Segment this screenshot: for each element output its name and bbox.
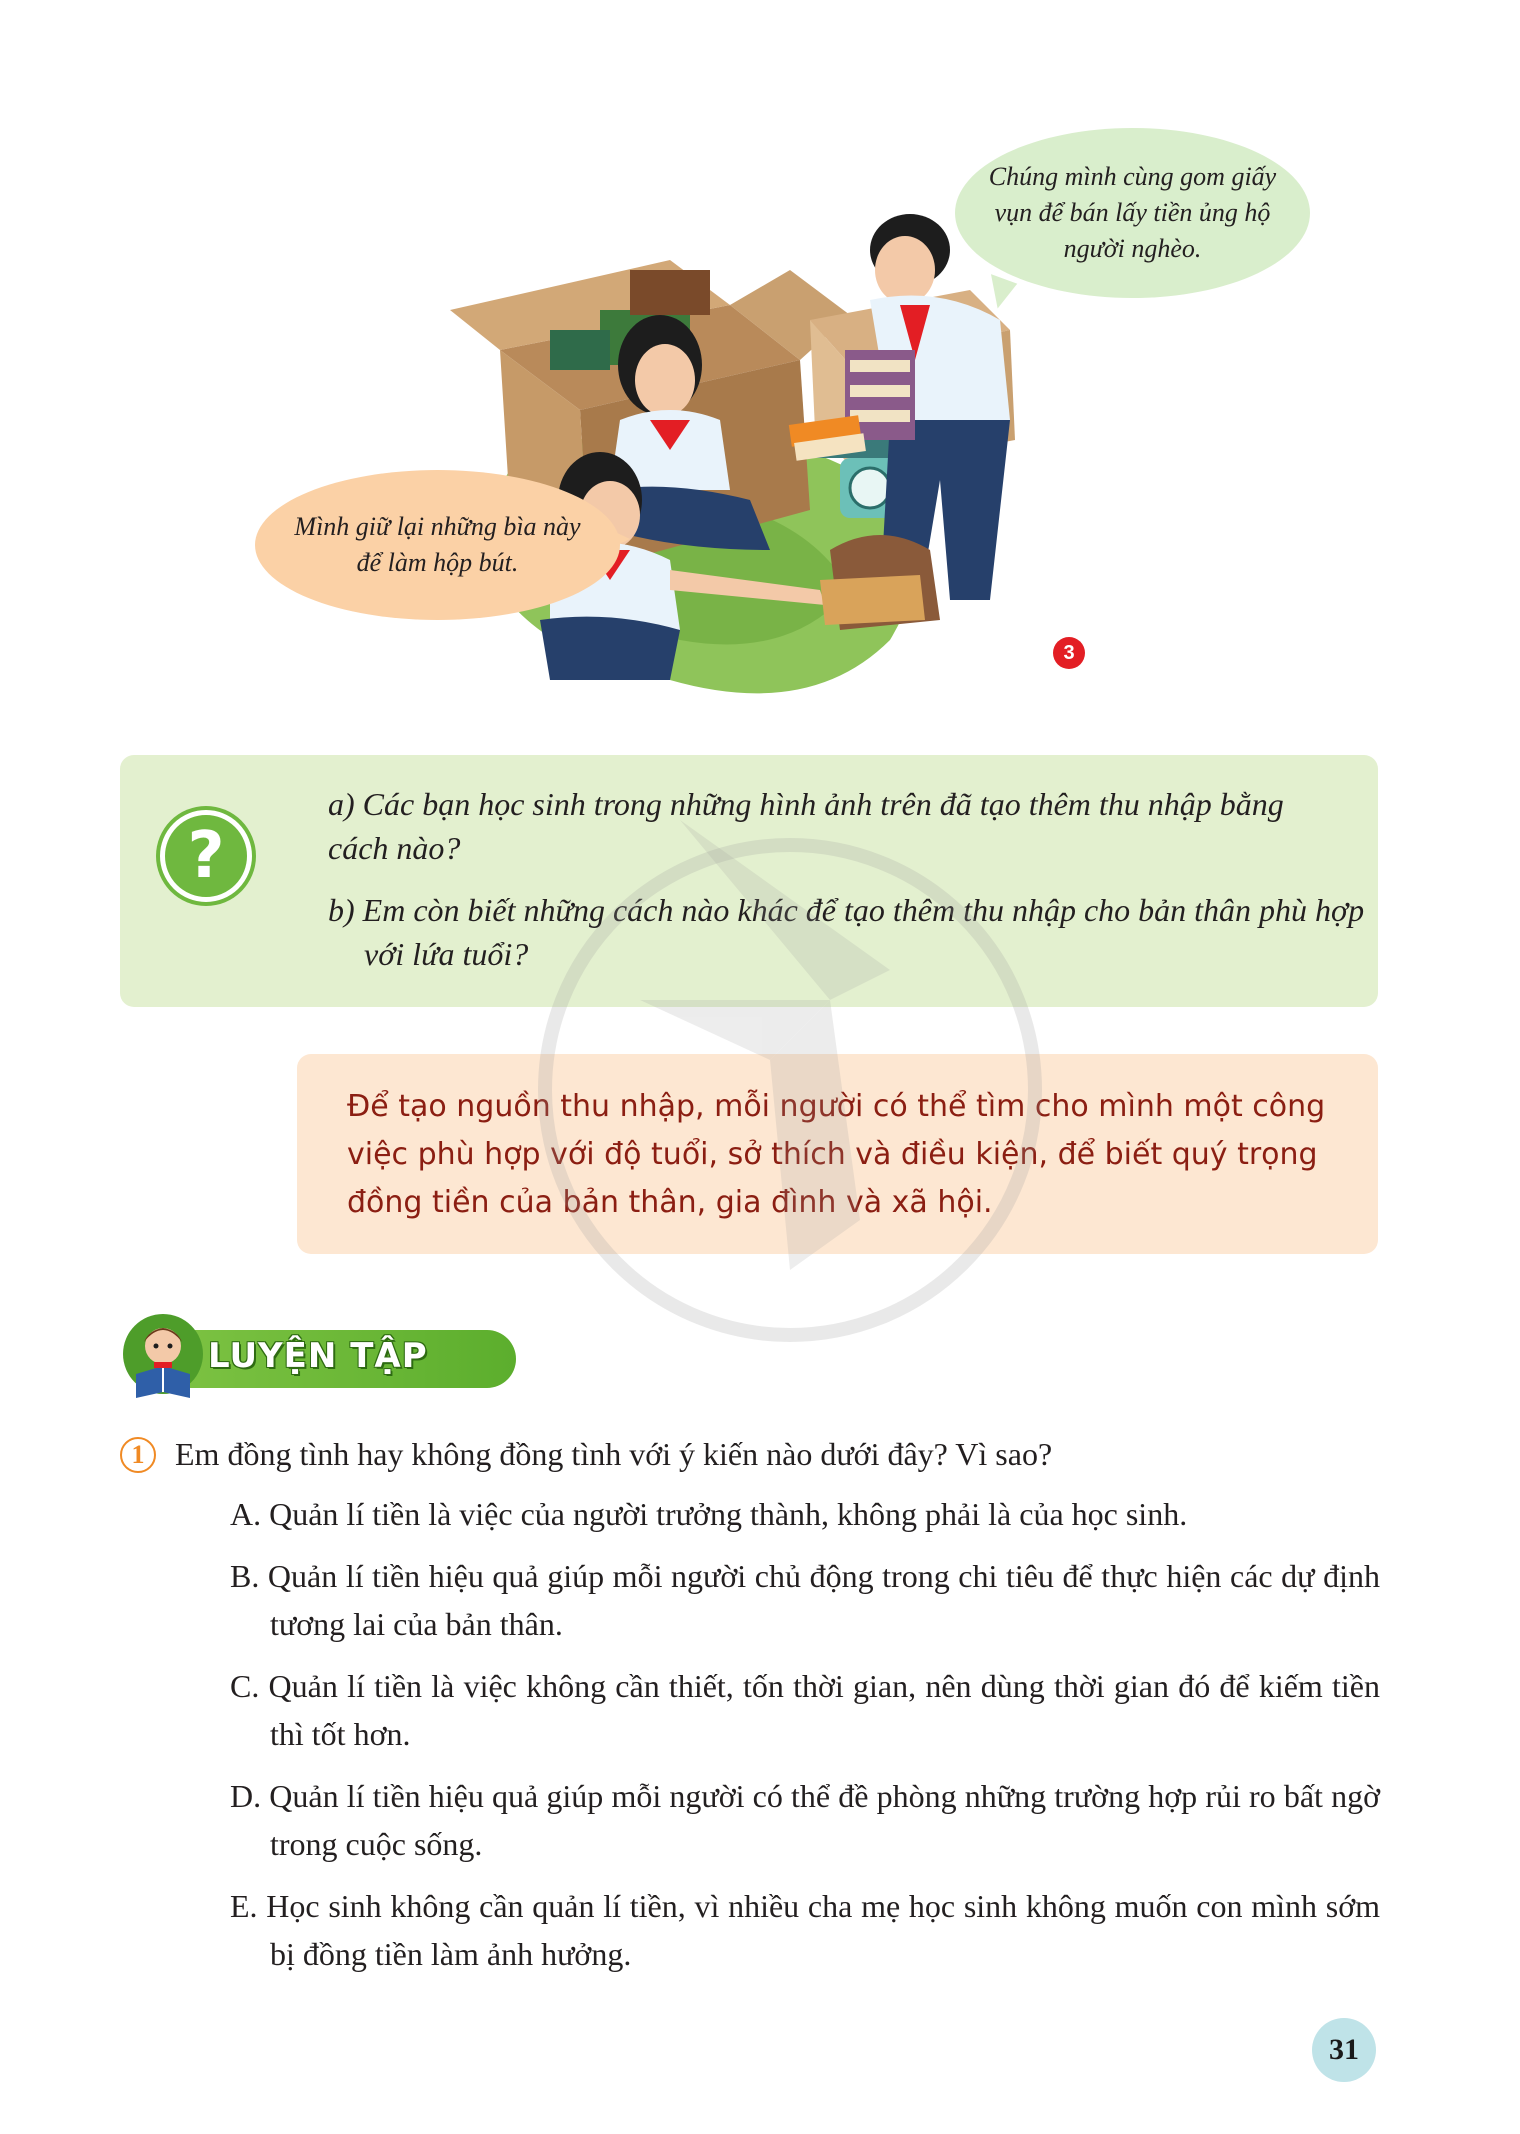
exercise-options — [230, 1490, 1380, 1992]
reading-student-mascot-icon — [122, 1312, 204, 1404]
option-c: C. Quản lí tiền là việc không cần thiết, tốn thời gian, nên dùng thời gian đó để kiếm tiền thì tốt hơn. — [230, 1668, 1380, 1752]
speech-bubble-right-text: Chúng mình cùng gom giấy vụn để bán lấy tiền ủng hộ người nghèo. — [988, 162, 1277, 263]
option-e: E. Học sinh không cần quản lí tiền, vì nhiều cha mẹ học sinh không muốn con mình sớm bị đồng tiền làm ảnh hưởng. — [230, 1888, 1380, 1972]
option-d: D. Quản lí tiền hiệu quả giúp mỗi người có thể đề phòng những trường hợp rủi ro bất ngờ trong cuộc sống. — [230, 1778, 1380, 1862]
option-a: A. Quản lí tiền là việc của người trưởng thành, không phải là của học sinh. — [230, 1496, 1188, 1532]
figure-number-badge: 3 — [1053, 637, 1085, 669]
option-b: B. Quản lí tiền hiệu quả giúp mỗi người chủ động trong chi tiêu để thực hiện các dự định tương lai của bản thân. — [230, 1558, 1380, 1642]
conclusion-text: Để tạo nguồn thu nhập, mỗi người có thể tìm cho mình một công việc phù hợp với độ tuổi, sở thích và điều kiện, để biết quý trọng đồng tiền của bản thân, gia đình và xã hội. — [347, 1089, 1326, 1220]
speech-bubble-right — [955, 128, 1310, 298]
section-title: LUYỆN TẬP — [208, 1336, 428, 1376]
question-a: a) Các bạn học sinh trong những hình ảnh trên đã tạo thêm thu nhập bằng cách nào? — [328, 786, 1284, 866]
exercise-number: 1 — [120, 1437, 156, 1473]
speech-bubble-left-text: Mình giữ lại những bìa này để làm hộp bút. — [294, 512, 581, 577]
question-b: b) Em còn biết những cách nào khác để tạo thêm thu nhập cho bản thân phù hợp với lứa tuổi? — [328, 892, 1365, 972]
exercise-question: Em đồng tình hay không đồng tình với ý kiến nào dưới đây? Vì sao? — [175, 1436, 1053, 1472]
question-mark-icon: ? — [160, 810, 252, 902]
page-number: 31 — [1312, 2018, 1376, 2082]
speech-bubble-left — [255, 470, 620, 620]
